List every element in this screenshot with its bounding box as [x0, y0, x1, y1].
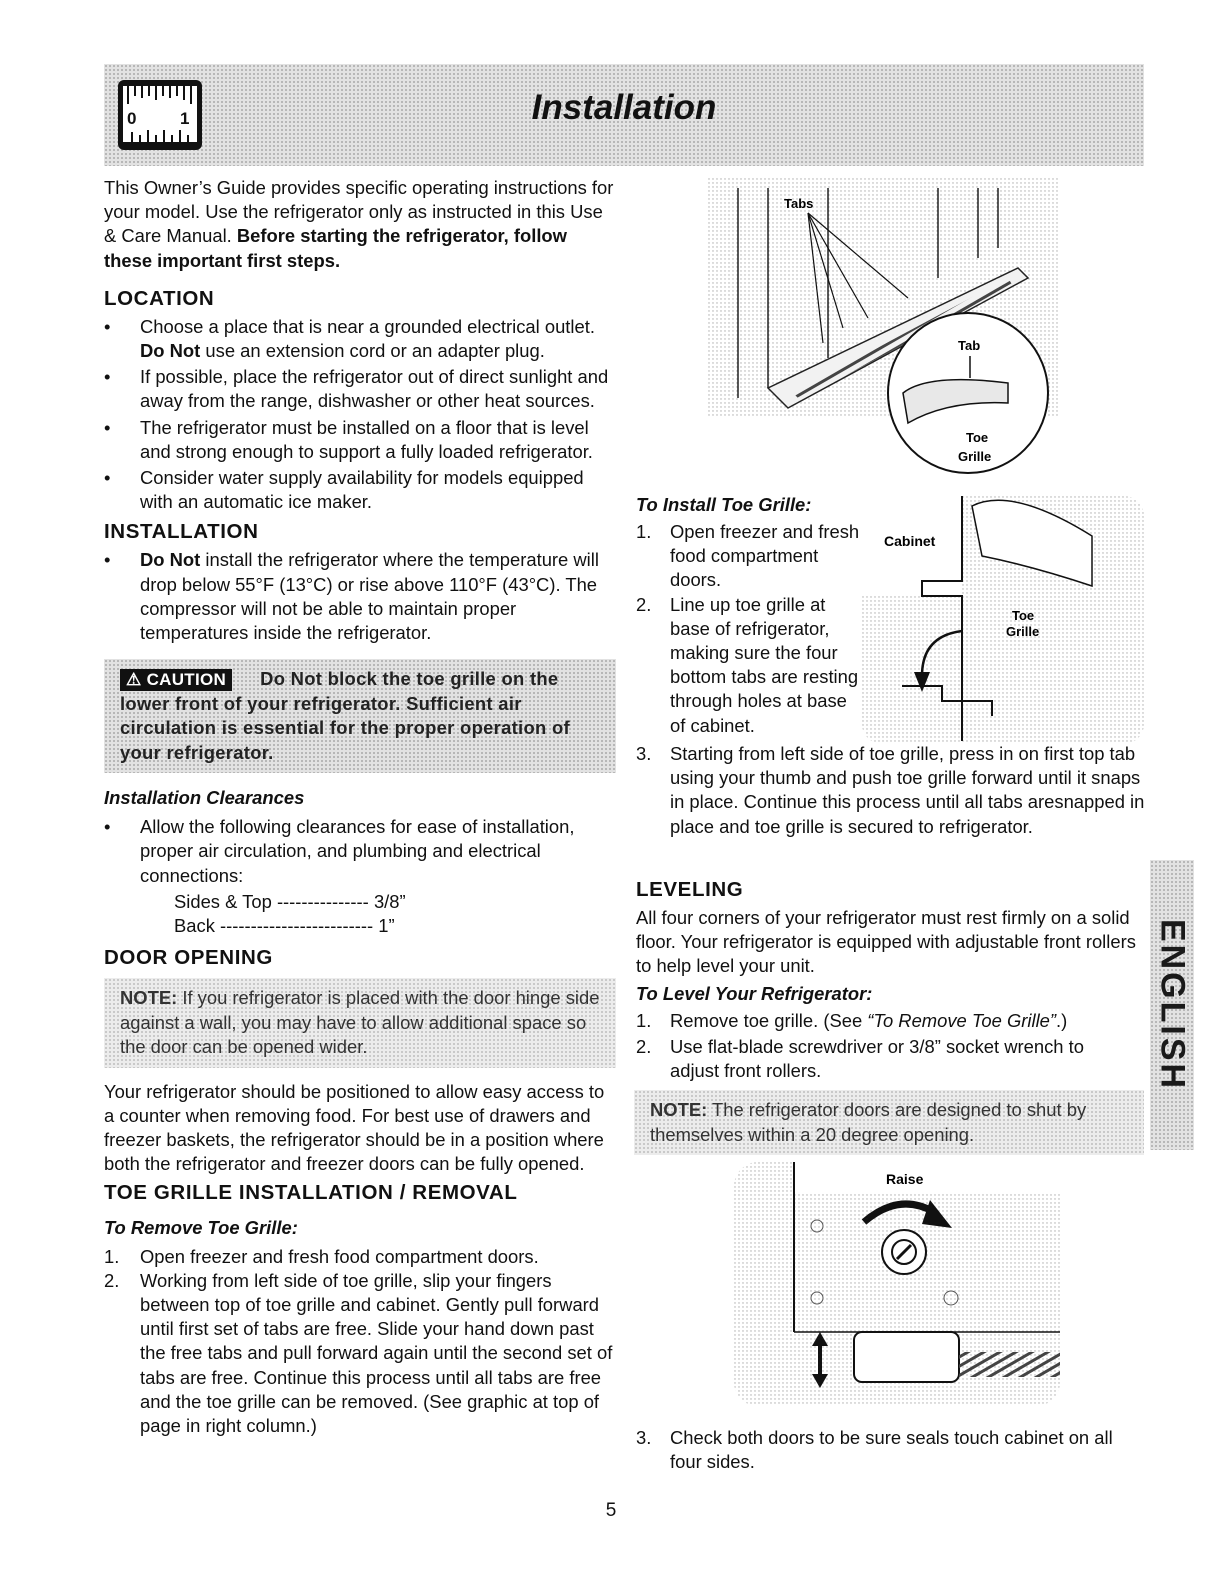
- installation-heading: INSTALLATION: [104, 520, 259, 544]
- door-note-box: NOTE: If you refrigerator is placed with the door hinge side against a wall, you may have to allow additional space so the door can be opened wider.: [104, 978, 616, 1068]
- leveling-body: All four corners of your refrigerator must rest firmly on a solid floor. Your refrigerator is equipped with adjustable front rollers to help level your unit.: [636, 907, 1136, 977]
- intro-paragraph: [104, 176, 616, 273]
- caution-box: [104, 659, 616, 773]
- list-item: • The refrigerator must be installed on a floor that is level and strong enough to support a fully loaded refrigerator.: [104, 416, 616, 464]
- caution-text: Do Not block the toe grille on the lower front of your refrigerator. Sufficient air circulation is essential for the proper operation of your refrigerator.: [120, 668, 570, 763]
- svg-text:1: 1: [180, 109, 190, 128]
- svg-text:Tab: Tab: [958, 338, 981, 353]
- page-number: 5: [605, 1500, 617, 1521]
- list-item: 2. Use flat-blade screwdriver or 3/8” socket wrench to adjust front rollers.: [636, 1035, 1084, 1082]
- list-item: 2. Working from left side of toe grille, slip your fingers between top of toe grille and cabinet. Gently pull forward until first set of tabs are free. Slide your hand down past the free tabs and pull forward again until the second set of tabs are free. Continue this process until all tabs are free and the toe grille can be removed. (See graphic at top of page in right column.): [104, 1269, 613, 1436]
- install-toe-grille-heading: To Install Toe Grille:: [636, 494, 812, 515]
- roller-figure: [734, 1162, 1060, 1406]
- clearance-row: Sides & Top --------------- 3/8”: [174, 890, 406, 912]
- toe-grille-heading: TOE GRILLE INSTALLATION / REMOVAL: [104, 1180, 518, 1204]
- toe-grille-figure: [708, 178, 1068, 488]
- language-tab-label: ENGLISH: [1153, 918, 1192, 1092]
- svg-text:Toe: Toe: [1012, 608, 1035, 623]
- intro-text: This Owner’s Guide provides specific operating instructions for your model. Use the refrigerator only as instructed in this Use & Care Manual.: [104, 177, 614, 247]
- page-header: [104, 64, 1144, 166]
- list-item: • Choose a place that is near a grounded electrical outlet. Do Not use an extension cord or an adapter plug.: [104, 315, 616, 363]
- caution-badge: ⚠ CAUTION: [120, 669, 232, 691]
- cabinet-figure: [862, 496, 1144, 744]
- clearances-list: [104, 815, 616, 888]
- svg-text:Tabs: Tabs: [784, 196, 814, 211]
- svg-text:0: 0: [127, 109, 137, 128]
- list-item: • Do Not install the refrigerator where the temperature will drop below 55°F (13°C) or rise above 110°F (43°C). The compressor will not be able to maintain proper temperatures inside the refrigerator.: [104, 548, 616, 645]
- language-tab: [1150, 860, 1194, 1150]
- svg-text:Grille: Grille: [1006, 624, 1040, 639]
- list-item: • If possible, place the refrigerator out of direct sunlight and away from the range, dishwasher or other heat sources.: [104, 365, 616, 413]
- install-toe-grille-section: [636, 494, 862, 738]
- door-opening-body: Your refrigerator should be positioned to allow easy access to a counter when removing food. For best use of drawers and freezer baskets, the refrigerator should be in a position where both the refrigerator and freezer doors can be fully opened.: [104, 1080, 605, 1175]
- list-item: 1. Open freezer and fresh food compartment doors.: [636, 521, 860, 591]
- clearances-heading: Installation Clearances: [104, 787, 305, 809]
- leveling-section: [636, 878, 1136, 1083]
- location-list: [104, 315, 616, 515]
- remove-steps: [104, 1245, 616, 1439]
- install-step-3: [636, 742, 1146, 839]
- install-steps-b: [636, 742, 1146, 839]
- leveling-step-3: [636, 1426, 1146, 1474]
- leveling-steps: [636, 1009, 1136, 1084]
- list-item: 1. Remove toe grille. (See “To Remove Toe Grille”.): [636, 1009, 1068, 1031]
- location-heading: LOCATION: [104, 286, 215, 310]
- list-item: • Allow the following clearances for ease of installation, proper air circulation, and plumbing and electrical connections:: [104, 815, 616, 888]
- svg-text:Toe: Toe: [966, 430, 989, 445]
- list-item: 3. Starting from left side of toe grille, press in on first top tab using your thumb and push toe grille forward until it snaps in place. Continue this process until all tabs aresnapped in place and toe grille is secured to refrigerator.: [636, 743, 1145, 837]
- list-item: • Consider water supply availability for models equipped with an automatic ice maker.: [104, 466, 616, 514]
- list-item: 1. Open freezer and fresh food compartment doors.: [104, 1245, 539, 1267]
- leveling-note-box: NOTE: The refrigerator doors are designed to shut by themselves within a 20 degree opening.: [634, 1090, 1144, 1155]
- left-column: [104, 176, 616, 1438]
- leveling-heading: LEVELING: [636, 878, 744, 901]
- intro-bold-text: Before starting the refrigerator, follow these important first steps.: [104, 225, 567, 271]
- svg-text:Raise: Raise: [886, 1171, 924, 1187]
- door-opening-heading: DOOR OPENING: [104, 946, 273, 970]
- installation-list: [104, 548, 616, 645]
- level-refrigerator-heading: To Level Your Refrigerator:: [636, 982, 873, 1004]
- remove-toe-grille-heading: To Remove Toe Grille:: [104, 1216, 298, 1238]
- svg-text:Grille: Grille: [958, 449, 992, 464]
- list-item: 3. Check both doors to be sure seals touch cabinet on all four sides.: [636, 1427, 1113, 1473]
- leveling-steps-b: [636, 1426, 1146, 1474]
- clearance-row: Back ------------------------- 1”: [174, 915, 395, 937]
- svg-text:Cabinet: Cabinet: [884, 533, 936, 549]
- page-title: Installation: [531, 88, 717, 127]
- list-item: 2. Line up toe grille at base of refrigerator, making sure the four bottom tabs are resting through holes at base of cabinet.: [636, 593, 859, 736]
- install-steps-a: [636, 520, 862, 738]
